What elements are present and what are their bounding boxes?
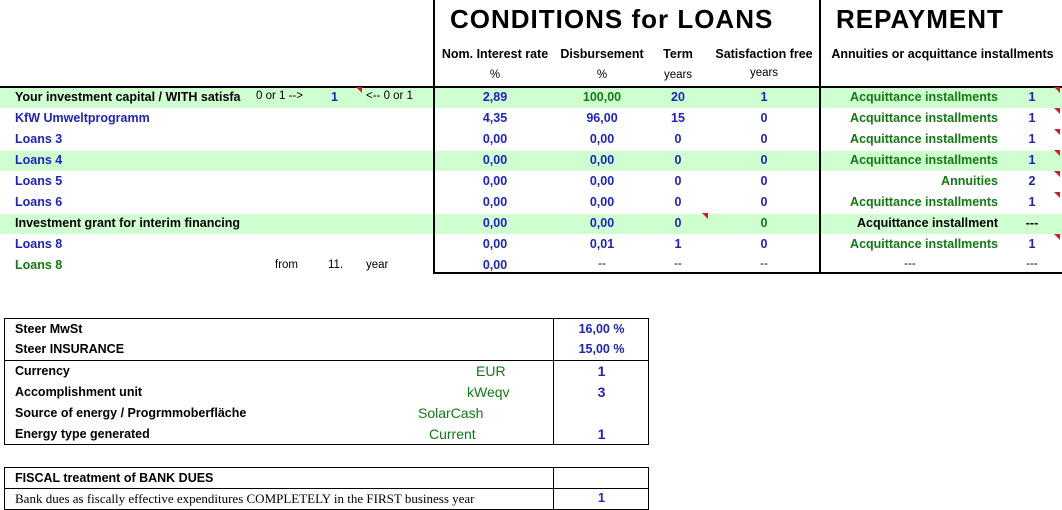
term-6[interactable]: 0 <box>674 195 682 209</box>
disbursement-4[interactable]: 0,00 <box>589 153 615 167</box>
loan-name-4[interactable]: Loans 4 <box>15 153 63 167</box>
repayment-value-7[interactable]: --- <box>1025 216 1039 230</box>
comment-marker-icon <box>356 87 362 93</box>
table-bottom-rule-right <box>820 272 1062 274</box>
disbursement-8[interactable]: 0,01 <box>589 237 615 251</box>
repayment-value-6[interactable]: 1 <box>1028 195 1036 209</box>
year-label: year <box>366 259 389 271</box>
fiscal-rule <box>4 488 649 489</box>
divider-left <box>433 0 435 274</box>
year-number[interactable]: 11. <box>328 259 344 271</box>
currency-label: Currency <box>15 364 70 378</box>
source-label: Source of energy / Progrmmoberfläche <box>15 406 247 420</box>
settings-rule <box>4 360 649 361</box>
repayment-type-6[interactable]: Acquittance installments <box>850 195 998 209</box>
unit-interest: % <box>489 69 501 81</box>
repayment-value-8[interactable]: 1 <box>1028 237 1036 251</box>
repayment-type-1[interactable]: Acquittance installments <box>850 90 998 104</box>
comment-marker-icon <box>1054 129 1060 135</box>
switch-value[interactable]: 1 <box>331 90 338 104</box>
interest-6[interactable]: 0,00 <box>482 195 508 209</box>
repayment-value-9: --- <box>1026 258 1038 270</box>
term-5[interactable]: 0 <box>674 174 682 188</box>
disbursement-2[interactable]: 96,00 <box>586 111 618 125</box>
unit-satfree: years <box>749 67 779 79</box>
term-9: -- <box>674 258 682 270</box>
comment-marker-icon <box>1054 192 1060 198</box>
comment-marker-icon <box>1054 150 1060 156</box>
energy-value[interactable]: 1 <box>597 426 606 442</box>
repayment-type-2[interactable]: Acquittance installments <box>850 111 998 125</box>
insurance-value[interactable]: 15,00 % <box>578 342 625 356</box>
interest-9[interactable]: 0,00 <box>482 258 508 272</box>
interest-3[interactable]: 0,00 <box>482 132 508 146</box>
interest-7[interactable]: 0,00 <box>482 216 508 230</box>
term-8[interactable]: 1 <box>674 237 682 251</box>
satfree-5[interactable]: 0 <box>760 174 768 188</box>
accomplishment-label: Accomplishment unit <box>15 385 143 399</box>
col-disbursement-header: Disbursement <box>560 47 644 61</box>
repayment-title: REPAYMENT <box>836 4 1004 34</box>
energy-label: Energy type generated <box>15 427 150 441</box>
interest-2[interactable]: 4,35 <box>482 111 508 125</box>
interest-8[interactable]: 0,00 <box>482 237 508 251</box>
switch-label-prefix: 0 or 1 --> <box>256 90 303 102</box>
col-interest-header: Nom. Interest rate <box>441 47 549 61</box>
term-7[interactable]: 0 <box>674 216 682 230</box>
fiscal-value[interactable]: 1 <box>598 491 605 505</box>
comment-marker-icon <box>1054 234 1060 240</box>
satfree-2[interactable]: 0 <box>760 111 768 125</box>
satfree-3[interactable]: 0 <box>760 132 768 146</box>
interest-4[interactable]: 0,00 <box>482 153 508 167</box>
loan-name-9[interactable]: Loans 8 <box>15 258 63 272</box>
conditions-title: CONDITIONS for LOANS <box>450 4 774 34</box>
comment-marker-icon <box>1054 171 1060 177</box>
col-annuities-header: Annuities or acquittance installments <box>831 47 1054 61</box>
disbursement-6[interactable]: 0,00 <box>589 195 615 209</box>
satfree-7[interactable]: 0 <box>760 216 768 230</box>
satfree-4[interactable]: 0 <box>760 153 768 167</box>
repayment-value-3[interactable]: 1 <box>1028 132 1036 146</box>
accomplishment-value[interactable]: 3 <box>597 384 606 400</box>
switch-label-suffix: <-- 0 or 1 <box>366 90 413 102</box>
loan-name-5[interactable]: Loans 5 <box>15 174 63 188</box>
repayment-type-4[interactable]: Acquittance installments <box>850 153 998 167</box>
repayment-type-7[interactable]: Acquittance installment <box>857 216 998 230</box>
repayment-value-5[interactable]: 2 <box>1028 174 1036 188</box>
repayment-type-5[interactable]: Annuities <box>941 174 998 188</box>
interest-1[interactable]: 2,89 <box>482 90 508 104</box>
loan-name-2[interactable]: KfW Umweltprogramm <box>15 111 150 125</box>
table-bottom-rule <box>434 272 820 274</box>
loan-name-3[interactable]: Loans 3 <box>15 132 63 146</box>
loan-name-1[interactable]: Your investment capital / WITH satisfa <box>15 90 241 104</box>
mwst-value[interactable]: 16,00 % <box>578 322 625 336</box>
col-satfree-header: Satisfaction free <box>715 47 813 61</box>
fiscal-title: FISCAL treatment of BANK DUES <box>15 471 214 485</box>
loan-name-6[interactable]: Loans 6 <box>15 195 63 209</box>
from-label: from <box>275 259 298 271</box>
currency-value[interactable]: 1 <box>597 363 606 379</box>
repayment-type-3[interactable]: Acquittance installments <box>850 132 998 146</box>
term-1[interactable]: 20 <box>671 90 685 104</box>
interest-5[interactable]: 0,00 <box>482 174 508 188</box>
unit-term: years <box>663 69 693 81</box>
term-3[interactable]: 0 <box>674 132 682 146</box>
col-term-header: Term <box>663 47 693 61</box>
fiscal-text: Bank dues as fiscally effective expenditures COMPLETELY in the FIRST business year <box>15 491 475 506</box>
mwst-label: Steer MwSt <box>15 322 83 336</box>
currency-unit: EUR <box>476 363 506 379</box>
repayment-value-4[interactable]: 1 <box>1028 153 1036 167</box>
unit-disbursement: % <box>596 69 608 81</box>
repayment-type-9: --- <box>904 258 916 270</box>
repayment-type-8[interactable]: Acquittance installments <box>850 237 998 251</box>
repayment-value-1[interactable]: 1 <box>1028 90 1036 104</box>
disbursement-5[interactable]: 0,00 <box>589 174 615 188</box>
satfree-6[interactable]: 0 <box>760 195 768 209</box>
disbursement-9: -- <box>598 258 606 270</box>
energy-unit: Current <box>429 426 476 442</box>
comment-marker-icon <box>1054 108 1060 114</box>
disbursement-7[interactable]: 0,00 <box>589 216 615 230</box>
satfree-9: -- <box>760 258 768 270</box>
source-unit: SolarCash <box>418 405 484 421</box>
insurance-label: Steer INSURANCE <box>15 342 125 356</box>
disbursement-1[interactable]: 100,00 <box>582 90 622 104</box>
term-2[interactable]: 15 <box>671 111 685 125</box>
term-4[interactable]: 0 <box>674 153 682 167</box>
repayment-value-2[interactable]: 1 <box>1028 111 1036 125</box>
satfree-1[interactable]: 1 <box>760 90 768 104</box>
loan-name-7[interactable]: Investment grant for interim financing <box>15 216 241 230</box>
header-rule-2 <box>0 87 1062 88</box>
accomplishment-unit: kWeqv <box>467 384 510 400</box>
loan-name-8[interactable]: Loans 8 <box>15 237 63 251</box>
satfree-8[interactable]: 0 <box>760 237 768 251</box>
comment-marker-icon <box>1054 87 1060 93</box>
disbursement-3[interactable]: 0,00 <box>589 132 615 146</box>
